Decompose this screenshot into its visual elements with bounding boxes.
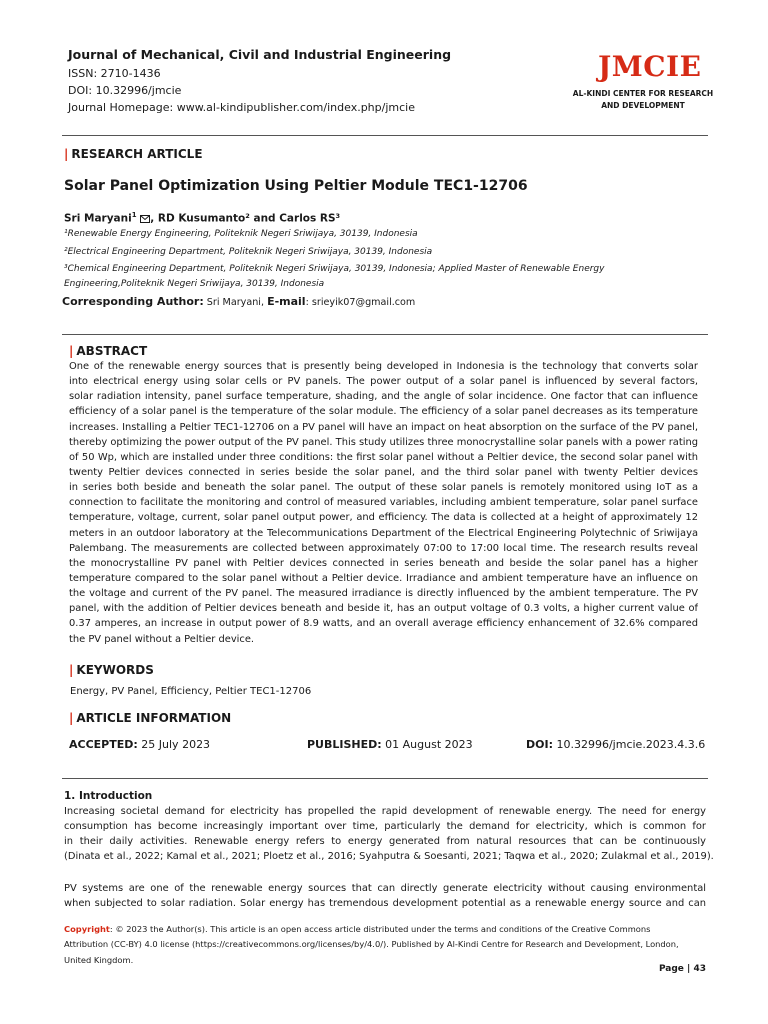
article-doi xyxy=(526,738,705,751)
affiliation-3-cont: Engineering,Politeknik Negeri Sriwijaya, 30139, Indonesia xyxy=(64,279,325,289)
intro-line: consumption has become increasingly important over time, particularly the demand for electricity, which is common for xyxy=(64,821,706,833)
intro-line: (Dinata et al., 2022; Kamal et al., 2021; Ploetz et al., 2016; Syahputra & Soesanti, 2021; Taqwa et al., 2020; Zulakmal et al., 2019). xyxy=(64,851,714,863)
abstract-heading-label: ABSTRACT xyxy=(76,344,148,358)
keywords-heading-label: KEYWORDS xyxy=(76,663,154,677)
published-date xyxy=(307,738,473,751)
section-bar-icon: | xyxy=(64,147,69,161)
accepted-date xyxy=(69,738,210,751)
abstract-line: meters in an outdoor laboratory at the Telecommunications Department of the Electrical Engineering Polytechnic of Sriwijaya xyxy=(69,527,698,539)
abstract-line: twenty Peltier devices connected in series beside the solar panel, and the third solar panel with twenty Peltier devices xyxy=(69,466,698,478)
article-type-label: RESEARCH ARTICLE xyxy=(71,147,203,161)
copyright-text: : © 2023 the Author(s). This article is an open access article distributed under the terms and conditions of the Creative Commons Attribution (CC-BY) 4.0 license (https://creativecommons.org/licenses/by/4.0/). Published by Al-Kindi Centre for Research and Development, London, United Kingdom. xyxy=(64,924,679,965)
abstract-line: of 50 Wp, which are installed under three conditions: the first solar panel without a Peltier device, the second solar panel with xyxy=(69,451,698,463)
abstract-line: the monocrystalline PV panel with Peltier devices connected in series beneath and beside the solar panel has a higher xyxy=(69,557,698,569)
doi-value[interactable]: 10.32996/jmcie.2023.4.3.6 xyxy=(552,738,706,751)
abstract-line: thereby optimizing the power output of the PV panel. This study utilizes three monocrystalline solar panels with a power rating xyxy=(69,436,698,448)
affiliation-1: ¹Renewable Energy Engineering, Politeknik Negeri Sriwijaya, 30139, Indonesia xyxy=(64,229,418,239)
email-label: E-mail xyxy=(267,295,306,308)
corresponding-author xyxy=(62,295,415,308)
article-type-heading xyxy=(64,147,203,161)
divider-intro xyxy=(62,778,708,779)
intro-line: in their daily activities. Renewable energy refers to energy generated from natural resources that can be continuously xyxy=(64,836,706,848)
accepted-value: 25 July 2023 xyxy=(137,738,211,751)
abstract-line: solar radiation intensity, panel surface temperature, shading, and the angle of solar incidence. One factor that can influence xyxy=(69,391,698,403)
section-bar-icon: | xyxy=(69,344,74,358)
publisher-line-2: AND DEVELOPMENT xyxy=(601,100,685,110)
header-divider xyxy=(62,135,708,136)
mail-icon[interactable] xyxy=(140,214,150,226)
introduction-heading: 1. Introduction xyxy=(64,790,153,802)
abstract-line: One of the renewable energy sources that is presently being developed in Indonesia is the technology that converts solar xyxy=(69,361,698,372)
affiliation-3: ³Chemical Engineering Department, Politeknik Negeri Sriwijaya, 30139, Indonesia; Applied Master of Renewable Energy xyxy=(64,264,605,274)
doi-label: DOI: xyxy=(526,738,553,751)
affiliation-2: ²Electrical Engineering Department, Politeknik Negeri Sriwijaya, 30139, Indonesia xyxy=(64,247,433,257)
author-1-affiliation: 1 xyxy=(131,211,137,219)
email-link[interactable]: srieyik07@gmail.com xyxy=(311,297,416,308)
journal-title: Journal of Mechanical, Civil and Industrial Engineering xyxy=(68,47,452,62)
email-separator: : xyxy=(305,297,312,308)
keywords-list: Energy, PV Panel, Efficiency, Peltier TEC1-12706 xyxy=(70,686,312,697)
abstract-text xyxy=(69,359,698,647)
abstract-line: 0.37 amperes, an increase in output power of 8.9 watts, and an overall average efficiency enhancement of 32.6% compared xyxy=(69,618,698,630)
article-info-heading xyxy=(69,711,231,725)
abstract-line: the PV panel without a Peltier device. xyxy=(69,633,255,645)
abstract-line: Palembang. The measurements are collected between approximately 07:00 to 17:00 local time. The research results reveal xyxy=(69,542,698,554)
copyright-notice xyxy=(64,922,696,968)
journal-logo: JMCIE xyxy=(598,50,702,83)
introduction-para-1 xyxy=(64,804,714,865)
journal-homepage[interactable]: Journal Homepage: www.al-kindipublisher.com/index.php/jmcie xyxy=(68,101,415,114)
author-list xyxy=(64,211,340,226)
author-1: Sri Maryani xyxy=(64,212,132,225)
corresponding-label: Corresponding Author: xyxy=(62,295,204,308)
abstract-line: into electrical energy using solar cells or PV panels. The power output of a solar panel is influenced by several factors, xyxy=(69,376,698,388)
publisher-name xyxy=(562,88,724,111)
abstract-line: efficiency of a solar panel is the temperature of the solar module. The efficiency of a solar panel decreases as its temperature xyxy=(69,406,698,418)
abstract-line: increases. Installing a Peltier TEC1-12706 on a PV panel will have an impact on heat absorption on the surface of the PV panel, xyxy=(69,421,698,433)
abstract-line: the voltage and current of the PV panel. The measured irradiance is directly influenced by the ambient temperature. The PV xyxy=(69,588,698,600)
abstract-line: in series both beside and beneath the solar panel. The output of these solar panels is remotely monitored using IoT as a xyxy=(69,482,698,494)
copyright-label: Copyright xyxy=(64,924,110,934)
abstract-line: temperature, voltage, current, solar panel output power, and efficiency. The data is collected at a height of approximately 12 xyxy=(69,512,698,524)
abstract-heading xyxy=(69,344,147,358)
divider-abstract xyxy=(62,334,708,335)
keywords-heading xyxy=(69,663,154,677)
abstract-line: panel, with the addition of Peltier devices beneath and beside it, has an output voltage of 0.3 volts, a higher current value of xyxy=(69,603,698,615)
intro-line: when subjected to solar radiation. Solar energy has tremendous development potential as a renewable energy source and can xyxy=(64,898,706,910)
article-title: Solar Panel Optimization Using Peltier Module TEC1-12706 xyxy=(64,178,528,194)
journal-doi: DOI: 10.32996/jmcie xyxy=(68,84,182,97)
journal-issn: ISSN: 2710-1436 xyxy=(68,67,161,80)
page-number: Page | 43 xyxy=(658,964,706,974)
intro-line: PV systems are one of the renewable energy sources that can directly generate electricity without causing environmental xyxy=(64,883,706,894)
abstract-line: temperature compared to the solar panel without a Peltier device. Irradiance and ambient temperature have an influence on xyxy=(69,572,698,584)
corresponding-name: Sri Maryani, xyxy=(203,297,268,308)
publisher-line-1: AL-KINDI CENTER FOR RESEARCH xyxy=(572,89,714,98)
intro-line: Increasing societal demand for electricity has propelled the rapid development of renewable energy. The need for energy xyxy=(64,806,706,817)
section-bar-icon: | xyxy=(69,663,74,677)
author-others: , RD Kusumanto² and Carlos RS³ xyxy=(150,212,341,225)
published-value: 01 August 2023 xyxy=(381,738,473,751)
article-info-heading-label: ARTICLE INFORMATION xyxy=(76,711,232,725)
introduction-para-2 xyxy=(64,881,706,911)
accepted-label: ACCEPTED: xyxy=(69,738,138,751)
published-label: PUBLISHED: xyxy=(307,738,382,751)
abstract-line: connection to facilitate the monitoring and control of measured variables, including ambient temperature, solar panel surface xyxy=(69,497,698,509)
section-bar-icon: | xyxy=(69,711,74,725)
